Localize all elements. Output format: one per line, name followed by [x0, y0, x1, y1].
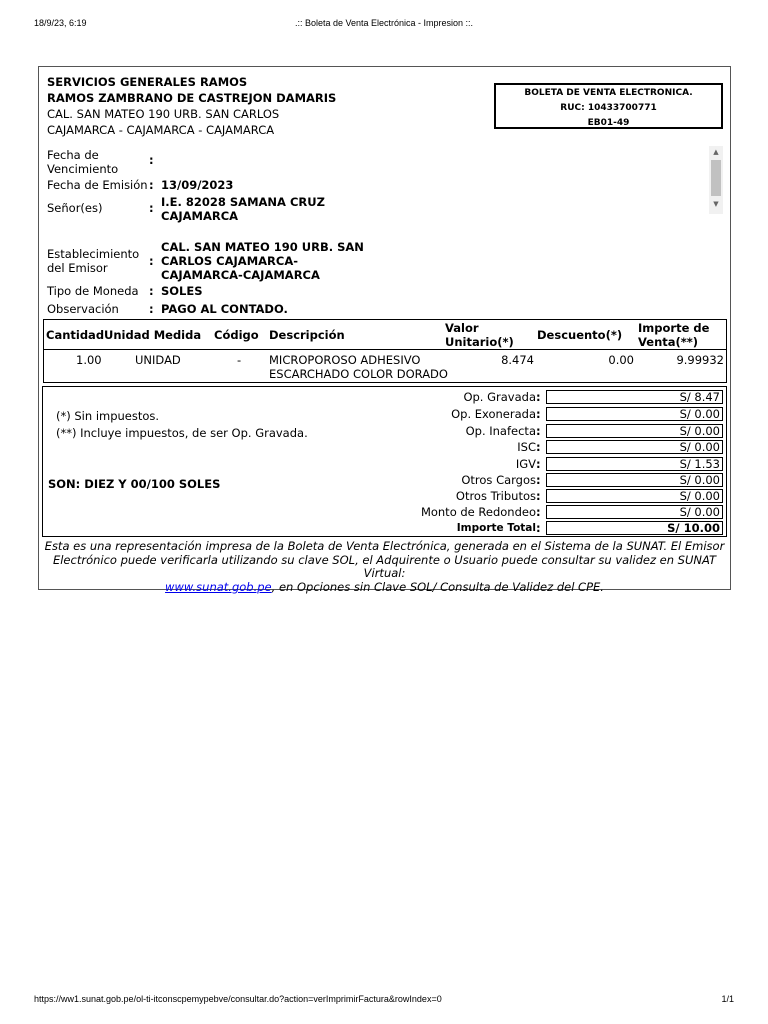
total-label-isc: ISC	[517, 440, 536, 454]
col-header-cantidad: Cantidad	[46, 328, 105, 342]
total-colon: :	[536, 489, 541, 503]
cell-descripcion-line1: MICROPOROSO ADHESIVO	[269, 353, 421, 367]
vencimiento-label	[47, 148, 118, 176]
cell-valor: 8.474	[501, 353, 534, 367]
vencimiento-label-line1: Fecha de	[47, 148, 99, 162]
document-type: BOLETA DE VENTA ELECTRONICA.	[524, 88, 693, 98]
vencimiento-colon: :	[149, 153, 154, 167]
emision-label: Fecha de Emisión	[47, 178, 148, 192]
total-value-op-gravada: S/ 8.47	[546, 390, 723, 404]
company-owner: RAMOS ZAMBRANO DE CASTREJON DAMARIS	[47, 91, 337, 105]
col-header-unidad: Unidad Medida	[104, 328, 202, 342]
total-colon: :	[536, 407, 541, 421]
emision-value: 13/09/2023	[161, 178, 234, 192]
cell-cantidad: 1.00	[76, 353, 102, 367]
total-value-op-exonerada: S/ 0.00	[546, 407, 723, 421]
print-page-number: 1/1	[721, 994, 734, 1004]
establecimiento-value-line3: CAJAMARCA-CAJAMARCA	[161, 268, 320, 282]
items-table-header-divider	[44, 349, 726, 350]
moneda-colon: :	[149, 284, 154, 298]
emision-colon: :	[149, 178, 154, 192]
total-value-isc: S/ 0.00	[546, 440, 723, 454]
col-header-valor-line1: Valor	[445, 321, 479, 335]
total-value-otros-cargos: S/ 0.00	[546, 473, 723, 487]
establecimiento-label	[47, 247, 139, 275]
total-label-op-inafecta: Op. Inafecta	[465, 424, 536, 438]
col-header-importe-line2: Venta(**)	[638, 335, 699, 349]
col-header-codigo: Código	[214, 328, 259, 342]
senor-value-line2: CAJAMARCA	[161, 209, 239, 223]
total-colon: :	[536, 505, 541, 519]
total-colon: :	[536, 424, 541, 438]
cell-descripcion-line2: ESCARCHADO COLOR DORADO	[269, 367, 448, 381]
company-name: SERVICIOS GENERALES RAMOS	[47, 75, 248, 89]
print-page-title: .:: Boleta de Venta Electrónica - Impresion ::.	[294, 18, 474, 28]
col-header-importe-line1: Importe de	[638, 321, 710, 335]
total-label-otros-tributos: Otros Tributos	[455, 489, 536, 503]
establecimiento-value-line2: CARLOS CAJAMARCA-	[161, 254, 299, 268]
company-block	[47, 74, 336, 138]
cell-importe: 9.99932	[676, 353, 724, 367]
total-value-igv: S/ 1.53	[546, 457, 723, 471]
establecimiento-label-line1: Establecimiento	[47, 247, 140, 261]
scroll-up-icon[interactable]: ▲	[713, 148, 719, 156]
establecimiento-colon: :	[149, 254, 154, 268]
total-value-otros-tributos: S/ 0.00	[546, 489, 723, 503]
establecimiento-value-line1: CAL. SAN MATEO 190 URB. SAN	[161, 240, 364, 254]
moneda-value: SOLES	[161, 284, 203, 298]
total-label-otros-cargos: Otros Cargos	[461, 473, 536, 487]
col-header-valor	[445, 321, 514, 349]
total-label-importe-total: Importe Total	[456, 522, 536, 534]
establecimiento-value	[161, 240, 364, 282]
senor-colon: :	[149, 201, 154, 215]
moneda-label: Tipo de Moneda	[47, 284, 139, 298]
note-sin-impuestos: (*) Sin impuestos.	[56, 409, 160, 423]
legal-line-3-rest: , en Opciones sin Clave SOL/ Consulta de Validez del CPE.	[271, 579, 604, 594]
amount-in-words: SON: DIEZ Y 00/100 SOLES	[48, 477, 221, 491]
establecimiento-label-line2: del Emisor	[47, 261, 108, 275]
total-label-op-exonerada: Op. Exonerada	[451, 407, 536, 421]
document-number: EB01-49	[587, 118, 630, 128]
company-location: CAJAMARCA - CAJAMARCA - CAJAMARCA	[47, 123, 275, 137]
document-ruc: RUC: 10433700771	[560, 103, 657, 113]
legal-line-2: Electrónico puede verificarla utilizando su clave SOL, el Adquirente o Usuario puede consultar su validez en SUNAT Virtual:	[52, 552, 717, 580]
cell-descripcion	[269, 353, 448, 381]
col-header-descuento: Descuento(*)	[537, 328, 623, 342]
legal-line-3	[42, 581, 727, 595]
cell-descuento: 0.00	[608, 353, 634, 367]
col-header-valor-line2: Unitario(*)	[445, 335, 514, 349]
total-value-redondeo: S/ 0.00	[546, 505, 723, 519]
observacion-colon: :	[149, 302, 154, 316]
scrollbar[interactable]	[709, 146, 723, 214]
document-id-box	[494, 83, 723, 129]
total-label-igv: IGV	[515, 457, 536, 471]
print-url: https://ww1.sunat.gob.pe/ol-ti-itconscpemypebve/consultar.do?action=verImprimirFactura&rowIndex=0	[34, 994, 442, 1004]
note-incluye-impuestos: (**) Incluye impuestos, de ser Op. Gravada.	[56, 426, 308, 440]
print-datetime: 18/9/23, 6:19	[34, 18, 87, 28]
total-label-op-gravada: Op. Gravada	[463, 390, 536, 404]
observacion-label: Observación	[47, 302, 119, 316]
total-colon: :	[536, 473, 541, 487]
cell-codigo: -	[237, 353, 242, 367]
total-colon: :	[536, 457, 541, 471]
senor-value	[161, 195, 325, 223]
observacion-value: PAGO AL CONTADO.	[161, 302, 288, 316]
sunat-link[interactable]: www.sunat.gob.pe	[165, 579, 272, 594]
scroll-down-icon[interactable]: ▼	[713, 200, 719, 208]
senor-value-line1: I.E. 82028 SAMANA CRUZ	[161, 195, 325, 209]
vencimiento-label-line2: Vencimiento	[47, 162, 119, 176]
total-colon: :	[536, 390, 541, 404]
legal-line-1: Esta es una representación impresa de la Boleta de Venta Electrónica, generada en el Sistema de la SUNAT. El Emisor	[44, 539, 725, 553]
scrollbar-thumb[interactable]	[711, 160, 721, 196]
total-label-redondeo: Monto de Redondeo	[420, 505, 536, 519]
company-address: CAL. SAN MATEO 190 URB. SAN CARLOS	[47, 107, 280, 121]
total-colon: :	[536, 521, 541, 535]
total-value-importe-total: S/ 10.00	[546, 521, 723, 535]
col-header-descripcion: Descripción	[269, 328, 345, 342]
cell-unidad: UNIDAD	[135, 353, 181, 367]
senor-label: Señor(es)	[47, 201, 103, 215]
total-value-op-inafecta: S/ 0.00	[546, 424, 723, 438]
total-colon: :	[536, 440, 541, 454]
col-header-importe	[638, 321, 709, 349]
legal-notice	[42, 540, 727, 594]
